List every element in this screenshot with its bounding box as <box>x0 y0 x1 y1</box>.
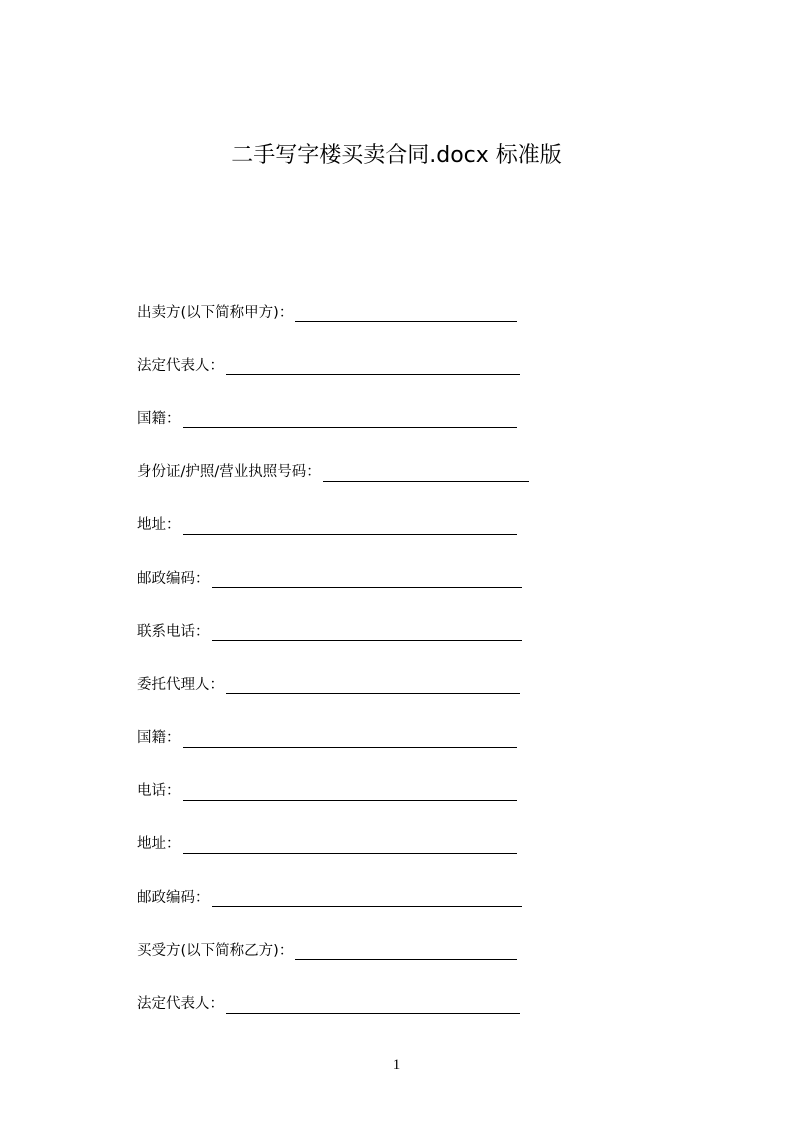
fill-in-blank[interactable] <box>295 307 517 322</box>
field-agent-phone <box>137 765 697 818</box>
field-label: 国籍： <box>137 730 181 747</box>
fill-in-blank[interactable] <box>183 413 517 428</box>
document-title: 二手写字楼买卖合同.docx 标准版 <box>231 143 562 168</box>
field-agent-postal-code <box>137 871 697 924</box>
field-label: 国籍： <box>137 410 181 427</box>
fill-in-blank[interactable] <box>226 360 520 375</box>
page-number: 1 <box>392 1057 401 1073</box>
field-label: 委托代理人： <box>137 676 224 693</box>
fill-in-blank[interactable] <box>183 786 517 801</box>
field-agent-nationality <box>137 712 697 765</box>
fill-in-blank[interactable] <box>183 839 517 854</box>
field-seller-nationality <box>137 392 697 445</box>
fill-in-blank[interactable] <box>212 892 522 907</box>
field-seller-id-number <box>137 446 697 499</box>
field-seller <box>137 286 697 339</box>
field-seller-postal-code <box>137 552 697 605</box>
fill-in-blank[interactable] <box>183 520 517 535</box>
field-label: 身份证/护照/营业执照号码： <box>137 464 321 481</box>
field-seller-phone <box>137 605 697 658</box>
field-label: 出卖方(以下简称甲方)： <box>137 304 294 321</box>
party-info-fields <box>137 286 697 1031</box>
field-buyer-legal-representative <box>137 977 697 1030</box>
field-label: 联系电话： <box>137 623 210 640</box>
fill-in-blank[interactable] <box>183 733 517 748</box>
field-seller-agent <box>137 658 697 711</box>
field-label: 法定代表人： <box>137 996 224 1013</box>
field-seller-legal-representative <box>137 339 697 392</box>
field-buyer <box>137 924 697 977</box>
field-agent-address <box>137 818 697 871</box>
fill-in-blank[interactable] <box>212 626 522 641</box>
fill-in-blank[interactable] <box>295 945 517 960</box>
field-seller-address <box>137 499 697 552</box>
field-label: 地址： <box>137 836 181 853</box>
field-label: 邮政编码： <box>137 570 210 587</box>
field-label: 法定代表人： <box>137 357 224 374</box>
fill-in-blank[interactable] <box>226 999 520 1014</box>
field-label: 买受方(以下简称乙方)： <box>137 942 294 959</box>
field-label: 地址： <box>137 517 181 534</box>
field-label: 邮政编码： <box>137 889 210 906</box>
fill-in-blank[interactable] <box>226 679 520 694</box>
field-label: 电话： <box>137 783 181 800</box>
fill-in-blank[interactable] <box>323 467 529 482</box>
fill-in-blank[interactable] <box>212 573 522 588</box>
